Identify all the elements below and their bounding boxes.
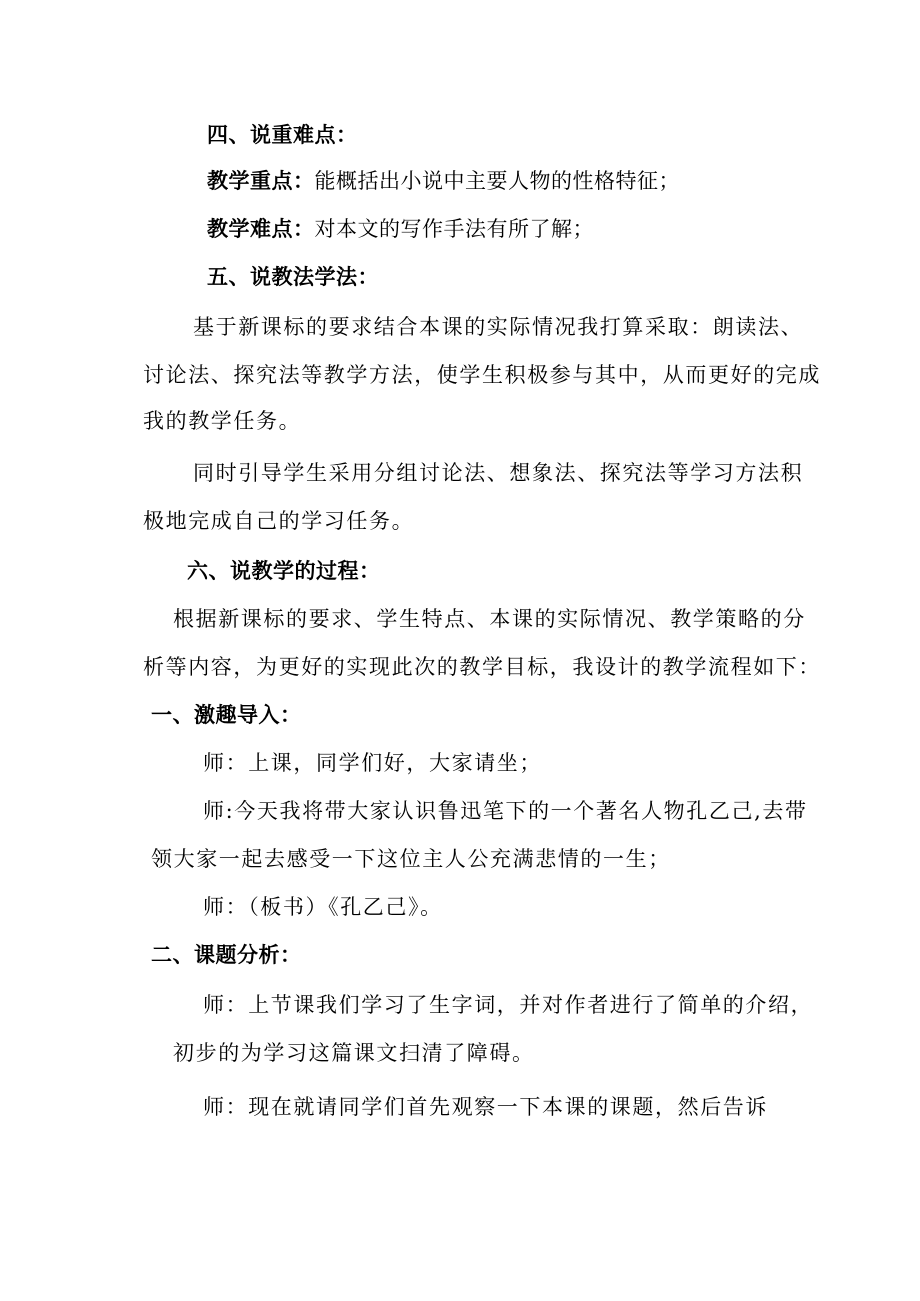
teacher-line-observe: 师：现在就请同学们首先观察一下本课的课题，然后告诉 (203, 1095, 768, 1119)
key-point-label: 教学重点： (207, 168, 315, 193)
methods-paragraph-line-2: 讨论法、探究法等教学方法，使学生积极参与其中，从而更好的完成 (143, 363, 821, 387)
heading-key-points: 四、说重难点： (207, 122, 358, 147)
section-intro-heading: 一、激趣导入： (151, 702, 302, 727)
difficult-point-label: 教学难点： (207, 216, 315, 241)
heading-process: 六、说教学的过程： (187, 558, 381, 583)
process-paragraph-line-1: 根据新课标的要求、学生特点、本课的实际情况、教学策略的分 (173, 607, 806, 631)
guidance-paragraph-line-2: 极地完成自己的学习任务。 (143, 509, 415, 533)
teacher-line-board: 师：（板书）《孔乙己》。 (203, 895, 443, 919)
teacher-line-intro-2: 领大家一起去感受一下这位主人公充满悲情的一生； (151, 847, 671, 871)
process-paragraph-line-2: 析等内容，为更好的实现此次的教学目标，我设计的教学流程如下： (143, 655, 821, 679)
teacher-line-intro-1: 师:今天我将带大家认识鲁迅笔下的一个著名人物孔乙己,去带 (203, 799, 808, 823)
guidance-paragraph-line-1: 同时引导学生采用分组讨论法、想象法、探究法等学习方法积 (193, 461, 804, 485)
key-point-line (207, 167, 680, 195)
heading-methods: 五、说教法学法： (207, 264, 379, 289)
teacher-line-review-1: 师：上节课我们学习了生字词，并对作者进行了简单的介绍， (203, 993, 814, 1017)
methods-paragraph-line-3: 我的教学任务。 (143, 409, 302, 433)
methods-paragraph-line-1: 基于新课标的要求结合本课的实际情况我打算采取：朗读法、 (193, 315, 804, 339)
teacher-line-greeting: 师：上课，同学们好，大家请坐； (203, 751, 542, 775)
difficult-point-text: 对本文的写作手法有所了解； (314, 217, 594, 241)
difficult-point-line (207, 215, 594, 243)
teacher-line-review-2: 初步的为学习这篇课文扫清了障碍。 (173, 1041, 535, 1065)
key-point-text: 能概括出小说中主要人物的性格特征； (314, 169, 680, 193)
section-analysis-heading: 二、课题分析： (151, 942, 302, 967)
